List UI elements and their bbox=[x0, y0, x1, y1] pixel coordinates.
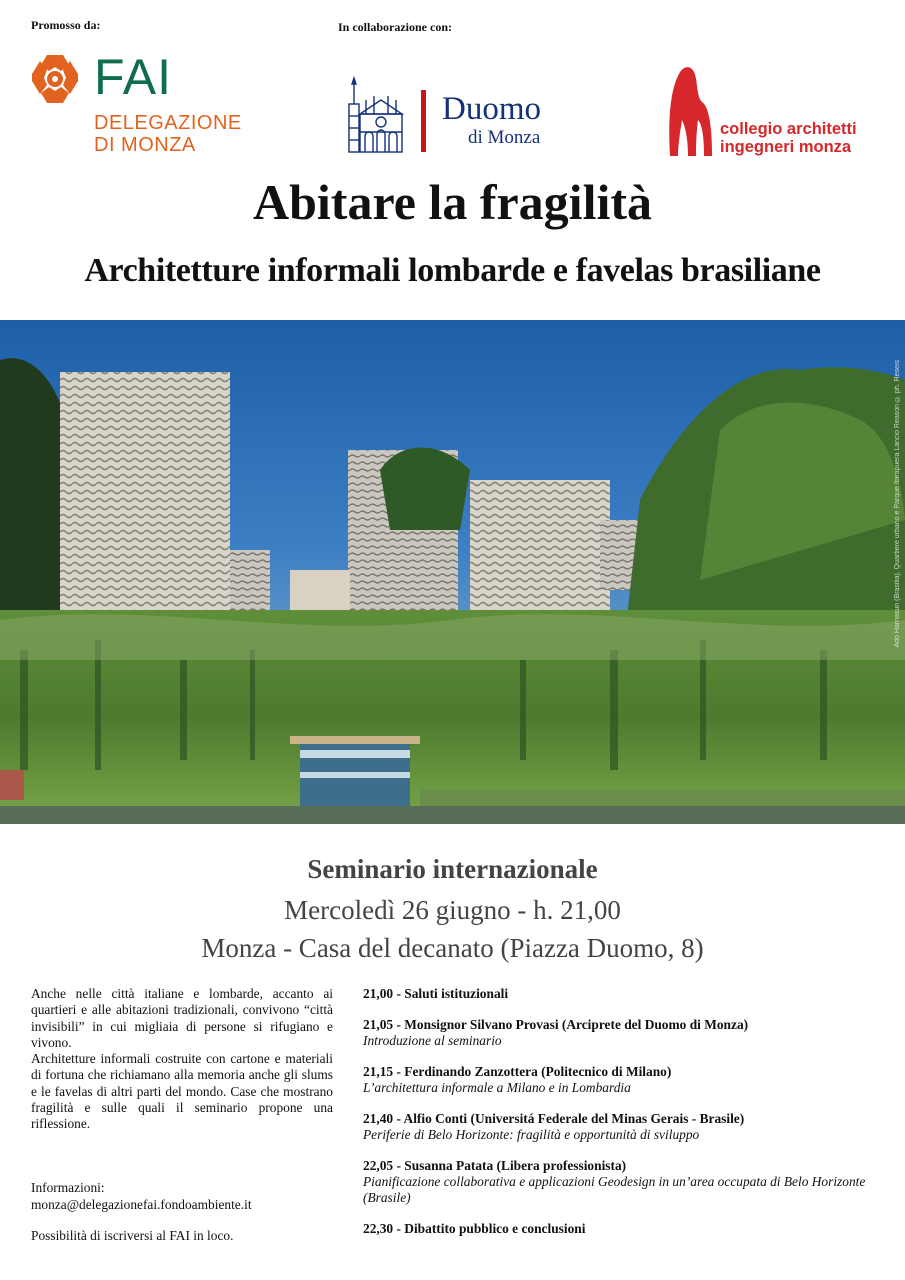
reflection-photo bbox=[0, 320, 905, 824]
seminar-title: Seminario internazionale bbox=[307, 854, 598, 884]
photo-credit: Ado Harnasun (Brasilia), Quartiere urbano e Parque Ibirapuera Lancio Reason © ph. Reseis bbox=[894, 360, 901, 648]
cathedral-icon bbox=[344, 76, 406, 154]
registration-note: Possibilità di iscriversi al FAI in loco. bbox=[31, 1228, 234, 1243]
fai-logo-subtitle: DELEGAZIONE DI MONZA bbox=[94, 112, 242, 156]
program-item-head: 21,40 - Alfio Conti (Universitá Federale del Minas Gerais - Brasile) bbox=[363, 1111, 745, 1126]
program-item-subtitle: Pianificazione collaborativa e applicazioni Geodesign in un’area occupata di Belo Horizonte (Brasile) bbox=[363, 1174, 866, 1205]
duomo-logo-divider bbox=[421, 90, 426, 152]
collegio-logo-icon bbox=[666, 62, 714, 156]
program-item bbox=[363, 1221, 878, 1237]
program-list bbox=[363, 986, 878, 1252]
program-item-head: 21,05 - Monsignor Silvano Provasi (Arciprete del Duomo di Monza) bbox=[363, 1017, 749, 1032]
program-item bbox=[363, 986, 878, 1002]
program-item bbox=[363, 1017, 878, 1049]
program-item bbox=[363, 1111, 878, 1143]
duomo-logo-name: Duomo bbox=[442, 91, 541, 127]
reflection-photo-image bbox=[0, 320, 905, 824]
collegio-logo-text: collegio architetti ingegneri monza bbox=[720, 120, 857, 156]
description-paragraph: Anche nelle città italiane e lombarde, accanto ai quartieri e alle abitazioni tradizionali, convivono “città invisibili” in cui migliaia di persone si rifugiano e vivono. bbox=[31, 986, 333, 1050]
page-title: Abitare la fragilità bbox=[253, 174, 652, 230]
program-item bbox=[363, 1158, 878, 1206]
program-item-subtitle: Introduzione al seminario bbox=[363, 1033, 502, 1048]
program-item-subtitle: Periferie di Belo Horizonte: fragilità e opportunità di sviluppo bbox=[363, 1127, 700, 1142]
info-email[interactable]: monza@delegazionefai.fondoambiente.it bbox=[31, 1197, 252, 1212]
fai-logo-icon bbox=[30, 52, 80, 106]
program-item-head: 22,05 - Susanna Patata (Libera professionista) bbox=[363, 1158, 627, 1173]
info-block bbox=[31, 1179, 351, 1213]
promoted-by-label: Promosso da: bbox=[31, 18, 101, 32]
collaboration-label: In collaborazione con: bbox=[338, 20, 452, 34]
description-paragraph: Architetture informali costruite con cartone e materiali di fortuna che richiamano alla memoria anche gli slums e le favelas di altri parti del mondo. Case che mostrano fragilità e sulle quali il seminario propone una riflessione. bbox=[31, 1051, 333, 1132]
seminar-place: Monza - Casa del decanato (Piazza Duomo, 8) bbox=[201, 933, 704, 963]
program-item-head: 21,00 - Saluti istituzionali bbox=[363, 986, 509, 1001]
program-item-head: 21,15 - Ferdinando Zanzottera (Politecnico di Milano) bbox=[363, 1064, 672, 1079]
seminar-date: Mercoledì 26 giugno - h. 21,00 bbox=[284, 895, 621, 925]
program-item-subtitle: L’architettura informale a Milano e in Lombardia bbox=[363, 1080, 631, 1095]
page-subtitle: Architetture informali lombarde e favelas brasiliane bbox=[84, 252, 821, 289]
info-label: Informazioni: bbox=[31, 1180, 105, 1195]
program-item-head: 22,30 - Dibattito pubblico e conclusioni bbox=[363, 1221, 586, 1236]
program-item bbox=[363, 1064, 878, 1096]
duomo-logo-subtitle: di Monza bbox=[468, 127, 541, 148]
seminar-description bbox=[31, 986, 333, 1133]
fai-logo-name: FAI bbox=[94, 49, 173, 105]
